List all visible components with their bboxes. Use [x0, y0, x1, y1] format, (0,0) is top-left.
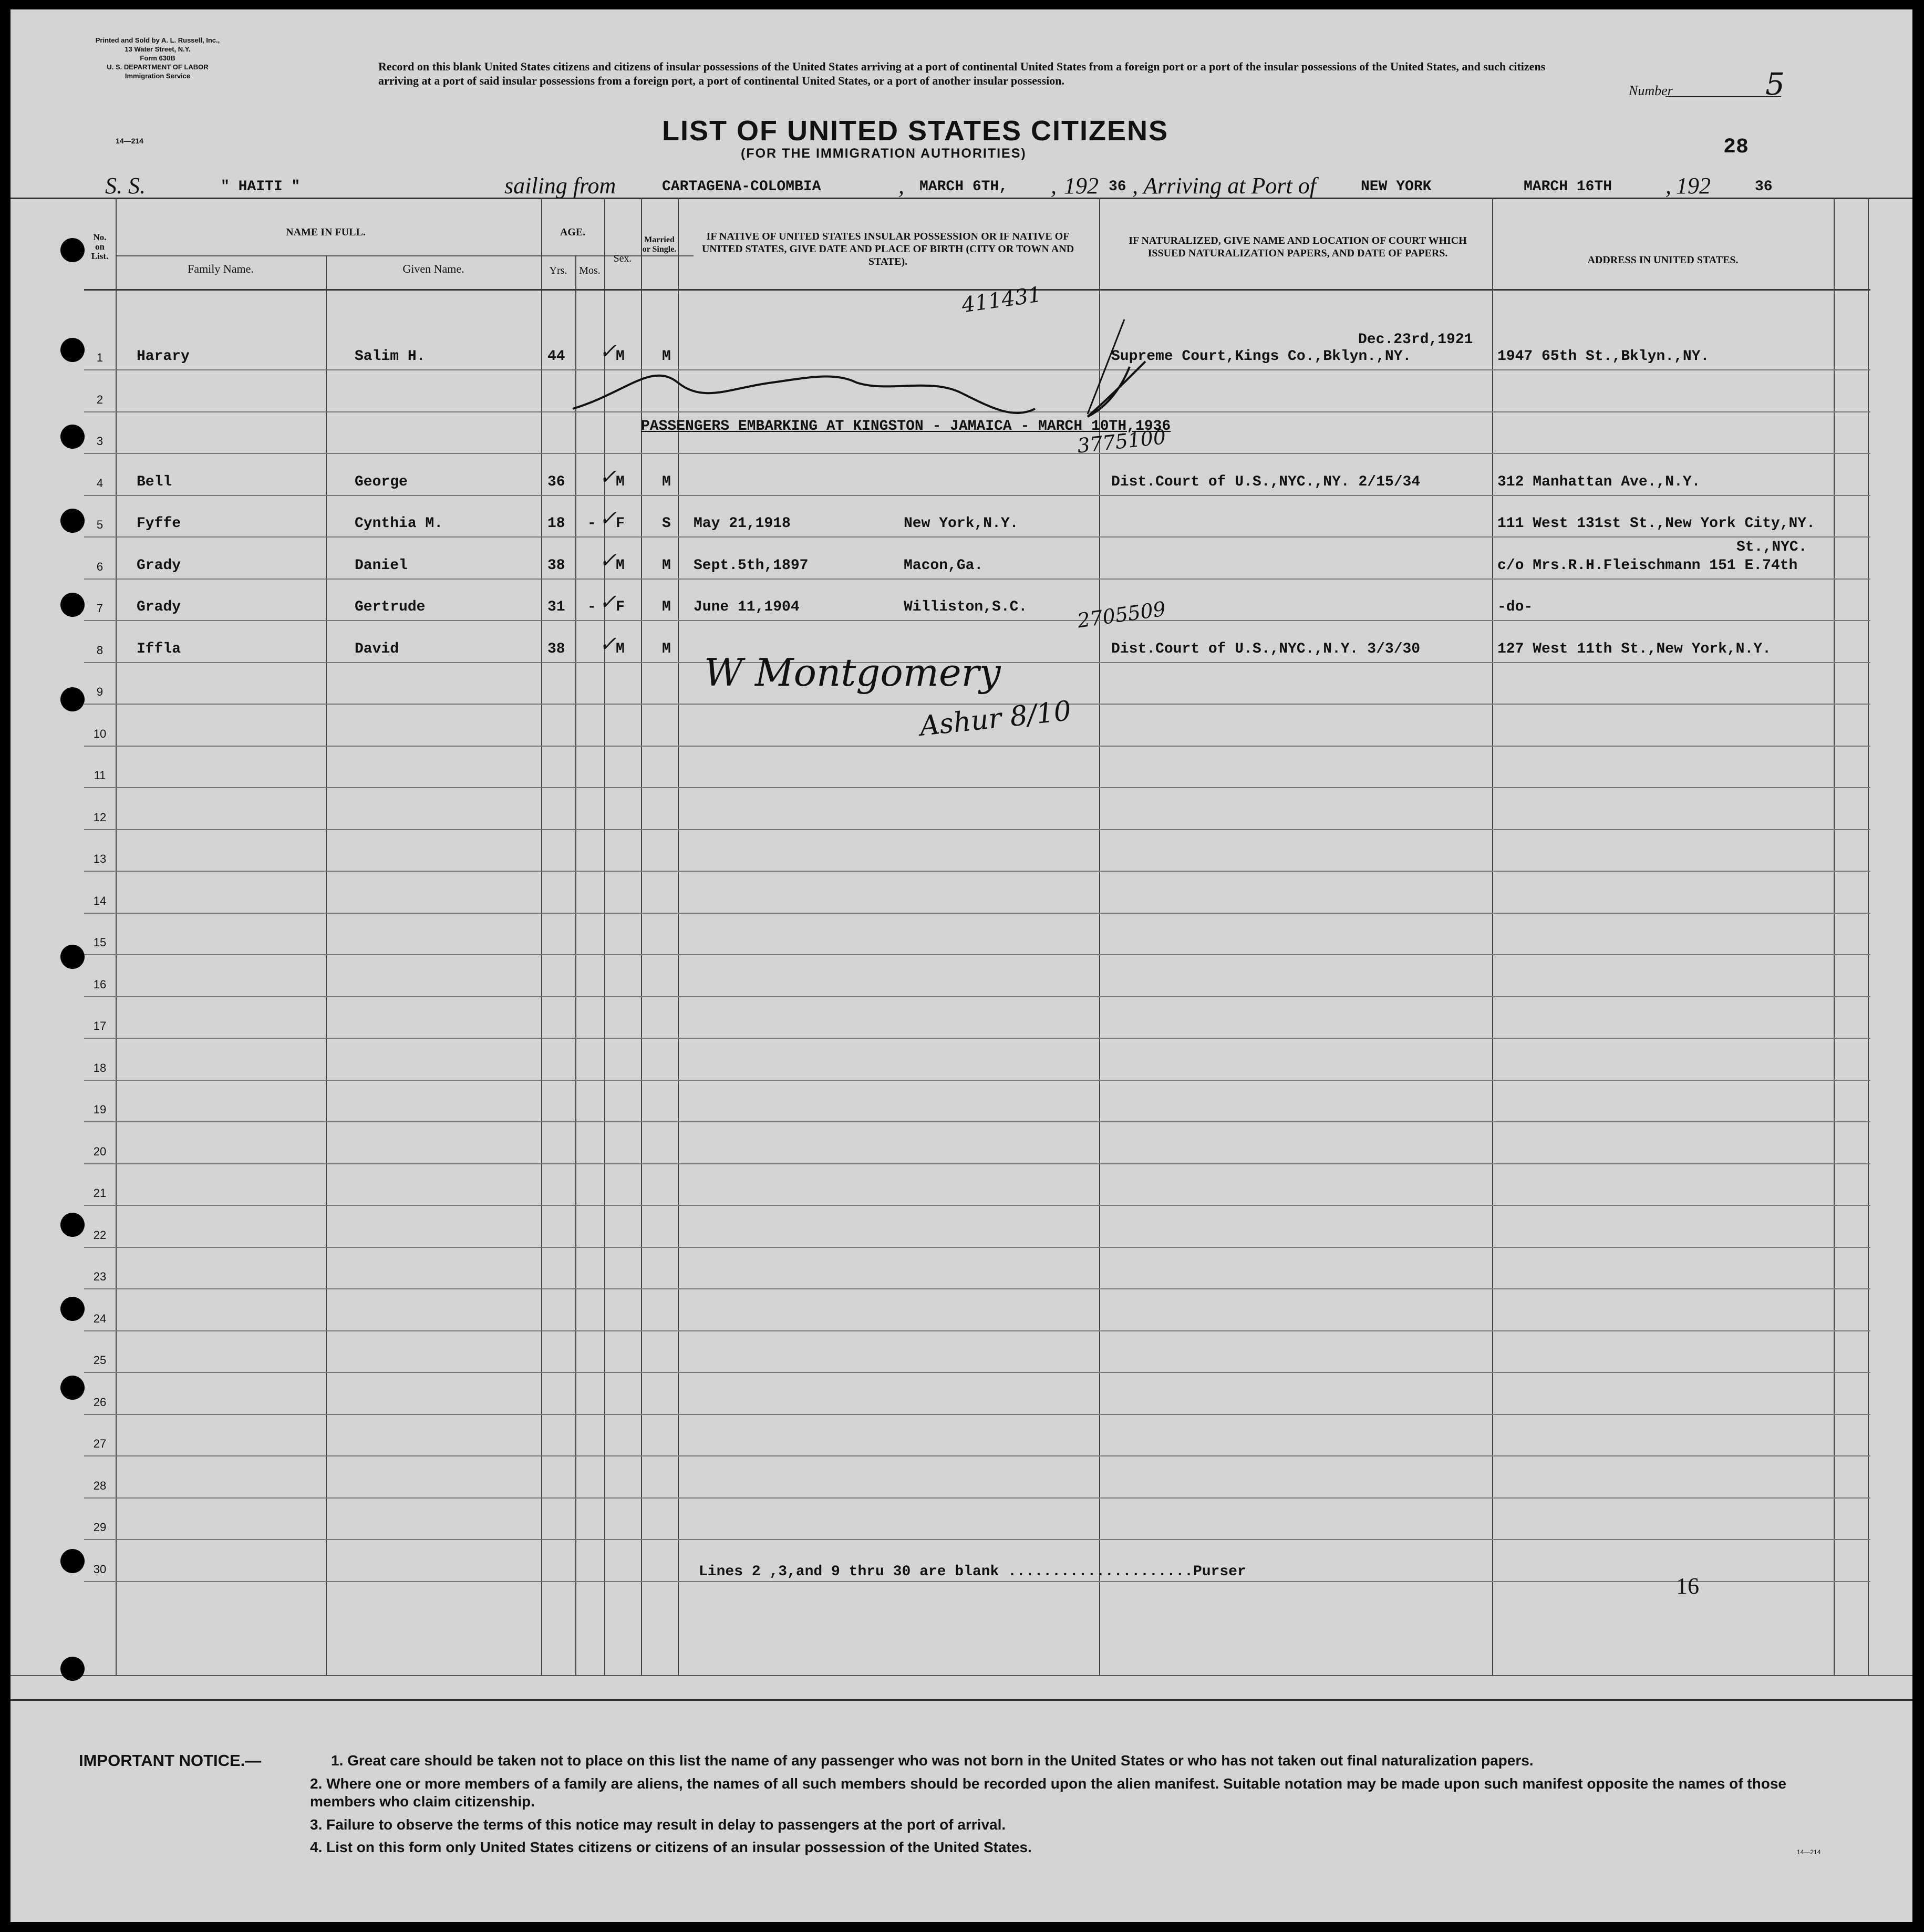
row-rule [84, 746, 1870, 747]
passenger-sex: M [616, 473, 625, 490]
row-rule [84, 536, 1870, 538]
notice-item-2: 2. Where one or more members of a family are aliens, the names of all such members should be recorded upon the alien manifest. Suitable notation may be made upon such manifest opposite the names of those members who claim citizenship. [310, 1775, 1786, 1810]
passenger-given-name: George [355, 473, 408, 490]
comma-1: , [898, 173, 904, 199]
passenger-marital-status: M [662, 557, 671, 574]
row-number: 28 [93, 1479, 107, 1492]
row-number: 7 [96, 602, 104, 615]
binder-hole [60, 687, 85, 711]
passenger-address: 127 West 11th St.,New York,N.Y. [1497, 640, 1771, 657]
col-divider-name [541, 198, 542, 1675]
passenger-age-years: 36 [547, 473, 565, 490]
from-port: CARTAGENA-COLOMBIA [662, 179, 821, 195]
row-rule [84, 829, 1870, 830]
row-rule [84, 996, 1870, 997]
year-2-prefix: 192 [1676, 173, 1711, 199]
year-2-suffix: 36 [1755, 179, 1773, 195]
page-title: LIST OF UNITED STATES CITIZENS [662, 115, 1168, 147]
year-1-prefix: 192 [1064, 173, 1099, 199]
passenger-naturalization-court: Dist.Court of U.S.,NYC.,N.Y. 3/3/30 [1111, 640, 1421, 657]
row-rule [84, 1497, 1870, 1499]
passenger-address: 312 Manhattan Ave.,N.Y. [1497, 473, 1701, 490]
form-instructions: Record on this blank United States citizens and citizens of insular possessions of the United States arriving at a port of continental United States from a foreign port or a port of the insular possessions of the United States, and such citizens arriving at a port of said insular possessions from a foreign port, a port of continental United States, or a port of another insular possession. [378, 60, 1546, 87]
row-number: 21 [93, 1186, 107, 1200]
passenger-birth-place: New York,N.Y. [904, 515, 1019, 532]
row-rule [84, 1163, 1870, 1164]
passenger-given-name: Cynthia M. [355, 515, 443, 532]
passenger-sex: M [616, 557, 625, 574]
passenger-address: 111 West 131st St.,New York City,NY. [1497, 515, 1815, 532]
row-number: 20 [93, 1144, 107, 1158]
manifest-page [11, 9, 1912, 1922]
handwritten-marks [562, 304, 1245, 440]
passenger-sex: M [616, 348, 625, 365]
passenger-given-name: David [355, 640, 399, 657]
passenger-naturalization-court: Supreme Court,Kings Co.,Bklyn.,NY. [1111, 348, 1412, 365]
page-subtitle: (FOR THE IMMIGRATION AUTHORITIES) [741, 146, 1027, 161]
row-rule [84, 1288, 1870, 1289]
passenger-birth-date: Sept.5th,1897 [694, 557, 809, 574]
passenger-address: 1947 65th St.,Bklyn.,NY. [1497, 348, 1710, 365]
row-number: 5 [96, 518, 104, 531]
col-divider-family [326, 255, 327, 1675]
passenger-address: c/o Mrs.R.H.Fleischmann 151 E.74th [1497, 557, 1798, 574]
number-underline [1666, 96, 1781, 97]
row-number: 24 [93, 1311, 107, 1325]
passenger-sex: F [616, 515, 625, 532]
passenger-age-years: 38 [547, 557, 565, 574]
footer-form-code: 14—214 [1797, 1848, 1821, 1856]
binder-hole [60, 425, 85, 449]
col-divider-extra [1868, 198, 1869, 1675]
row-rule [84, 495, 1870, 496]
row-rule [84, 1121, 1870, 1122]
notice-item-3: 3. Failure to observe the terms of this notice may result in delay to passengers at the port of arrival. [310, 1816, 1006, 1833]
header-age: AGE. [560, 226, 586, 238]
row-number: 26 [93, 1395, 107, 1409]
row-number: 30 [93, 1562, 107, 1576]
binder-hole [60, 593, 85, 617]
passenger-family-name: Fyffe [137, 515, 181, 532]
binder-hole [60, 238, 85, 262]
depart-date: MARCH 6TH, [919, 179, 1008, 195]
row-rule [84, 1330, 1870, 1331]
number-label: Number [1629, 83, 1673, 98]
notice-item-4: 4. List on this form only United States citizens or citizens of an insular possession of the United States. [310, 1839, 1032, 1855]
passenger-marital-status: M [662, 473, 671, 490]
passenger-sex: M [616, 640, 625, 657]
form-code: 14—214 [116, 137, 143, 145]
header-family-name: Family Name. [188, 262, 254, 275]
address-overflow: St.,NYC. [1736, 539, 1807, 555]
row-number: 17 [93, 1019, 107, 1032]
passenger-family-name: Iffla [137, 640, 181, 657]
check-mark-icon: ✓ [599, 464, 617, 489]
row-rule [84, 1455, 1870, 1456]
row-number: 23 [93, 1270, 107, 1283]
ship-name: " HAITI " [221, 179, 301, 195]
passenger-family-name: Grady [137, 557, 181, 574]
passenger-age-years: 18 [547, 515, 565, 532]
row-rule [84, 1414, 1870, 1415]
row-rule [84, 620, 1870, 621]
passenger-marital-status: M [662, 348, 671, 365]
row-number: 25 [93, 1354, 107, 1367]
handwritten-initials: Ashur 8/10 [918, 695, 1073, 742]
arrive-date: MARCH 16TH [1524, 179, 1612, 195]
comma-3: , [1666, 173, 1671, 199]
row-number: 14 [93, 894, 107, 907]
passenger-age-years: 31 [547, 599, 565, 615]
binder-hole [60, 1297, 85, 1321]
binder-hole [60, 1549, 85, 1573]
row-rule [84, 1205, 1870, 1206]
number-value: 5 [1765, 66, 1785, 102]
check-mark-icon: ✓ [599, 339, 617, 364]
check-mark-icon: ✓ [599, 632, 617, 656]
header-no-on-list: No. on List. [91, 232, 109, 261]
year-1-suffix: 36 [1109, 179, 1126, 195]
header-bottom-rule [84, 289, 1870, 291]
row-rule [84, 1372, 1870, 1373]
header-name-in-full: NAME IN FULL. [286, 226, 366, 238]
squiggle-line [573, 376, 1035, 413]
row-number: 12 [93, 810, 107, 824]
binder-hole [60, 945, 85, 969]
header-married: Married or Single. [642, 235, 677, 254]
header-yrs: Yrs. [549, 265, 567, 276]
passenger-birth-date: May 21,1918 [694, 515, 791, 532]
row-rule [84, 1080, 1870, 1081]
row-number: 10 [93, 727, 107, 740]
handwritten-annotation-1: 411431 [960, 282, 1043, 318]
passenger-marital-status: M [662, 599, 671, 615]
passenger-age-months: - [587, 599, 596, 615]
passenger-sex: F [616, 599, 625, 615]
header-given-name: Given Name. [402, 262, 464, 275]
binder-hole [60, 1213, 85, 1237]
stamp-number: 16 [1676, 1573, 1699, 1599]
passenger-birth-place: Macon,Ga. [904, 557, 984, 574]
check-mark-icon: ✓ [599, 548, 617, 573]
row-number: 2 [96, 392, 104, 406]
row-number: 6 [96, 560, 104, 573]
row-number: 16 [93, 977, 107, 991]
binder-hole [60, 509, 85, 533]
row-number: 3 [96, 435, 104, 448]
row-rule [84, 871, 1870, 872]
passenger-birth-place: Williston,S.C. [904, 599, 1028, 615]
passenger-given-name: Daniel [355, 557, 408, 574]
header-naturalized: IF NATURALIZED, GIVE NAME AND LOCATION OF COURT WHICH ISSUED NATURALIZATION PAPERS, AND DATE OF PAPERS. [1129, 235, 1467, 259]
row-number: 13 [93, 852, 107, 865]
row-rule [84, 453, 1870, 454]
notice-item-1: 1. Great care should be taken not to place on this list the name of any passenger who was not born in the United States or who has not taken out final naturalization papers. [331, 1752, 1534, 1769]
passenger-age-years: 44 [547, 348, 565, 365]
row-rule [84, 1539, 1870, 1540]
binder-hole [60, 1376, 85, 1400]
row-rule [84, 1581, 1870, 1582]
table-bottom-rule [11, 1675, 1912, 1676]
page-number: 28 [1723, 136, 1749, 159]
row-rule [84, 787, 1870, 788]
header-address: ADDRESS IN UNITED STATES. [1587, 254, 1739, 266]
row-rule [84, 913, 1870, 914]
col-divider-number [116, 198, 117, 1675]
header-native: IF NATIVE OF UNITED STATES INSULAR POSSESSION OR IF NATIVE OF UNITED STATES, GIVE DATE AND PLACE OF BIRTH (CITY OR TOWN AND STATE). [701, 231, 1074, 267]
row-rule [84, 954, 1870, 955]
blank-lines-note: Lines 2 ,3,and 9 thru 30 are blank .....................Purser [699, 1564, 1246, 1580]
checkmark-scribble [1088, 361, 1145, 417]
passenger-naturalization-date: Dec.23rd,1921 [1358, 332, 1473, 348]
notice-lead: IMPORTANT NOTICE.— [79, 1751, 262, 1770]
row-rule [84, 1038, 1870, 1039]
passenger-family-name: Grady [137, 599, 181, 615]
passenger-marital-status: S [662, 515, 671, 532]
arrive-port: NEW YORK [1361, 179, 1432, 195]
table-top-rule [11, 198, 1912, 199]
row-number: 1 [96, 351, 104, 364]
col-divider-address [1834, 198, 1835, 1675]
passenger-address: -do- [1497, 599, 1533, 615]
col-divider-yrs [575, 255, 576, 1675]
row-number: 8 [96, 643, 104, 657]
passenger-naturalization-court: Dist.Court of U.S.,NYC.,NY. 2/15/34 [1111, 473, 1421, 490]
passenger-age-years: 38 [547, 640, 565, 657]
passenger-family-name: Harary [137, 348, 190, 365]
comma-2: , [1051, 173, 1057, 199]
header-mos: Mos. [579, 265, 601, 276]
row-number: 27 [93, 1437, 107, 1450]
passenger-age-months: - [587, 515, 596, 532]
passenger-given-name: Salim H. [355, 348, 426, 365]
ss-label: S. S. [105, 173, 146, 199]
row-rule [84, 578, 1870, 580]
row-number: 4 [96, 476, 104, 490]
embark-note: PASSENGERS EMBARKING AT KINGSTON - JAMAICA - MARCH 10TH,1936 [641, 418, 1171, 435]
row-number: 15 [93, 936, 107, 949]
printer-imprint: Printed and Sold by A. L. Russell, Inc., 13 Water Street, N.Y. Form 630B U. S. DEPARTMENT OF LABOR Immigration Service [95, 36, 220, 80]
arriving-label: , Arriving at Port of [1132, 173, 1316, 199]
row-number: 9 [96, 685, 104, 698]
row-number: 29 [93, 1521, 107, 1534]
row-number: 19 [93, 1103, 107, 1116]
binder-hole [60, 338, 85, 362]
row-number: 18 [93, 1061, 107, 1075]
handwritten-annotation-3: 2705509 [1075, 597, 1167, 633]
check-mark-icon: ✓ [599, 590, 617, 614]
check-mark-icon: ✓ [599, 507, 617, 531]
col-divider-naturalized [1492, 198, 1493, 1675]
header-sex: Sex. [613, 253, 632, 264]
table-end-rule [11, 1699, 1912, 1701]
row-rule [84, 1247, 1870, 1248]
passenger-given-name: Gertrude [355, 599, 426, 615]
row-number: 22 [93, 1228, 107, 1242]
passenger-marital-status: M [662, 640, 671, 657]
row-number: 11 [94, 769, 106, 782]
handwritten-annotation-2: 3775100 [1076, 425, 1167, 458]
passenger-birth-date: June 11,1904 [694, 599, 800, 615]
binder-hole [60, 1657, 85, 1681]
handwritten-signature: W Montgomery [704, 650, 1001, 695]
passenger-family-name: Bell [137, 473, 172, 490]
sailing-label: sailing from [504, 173, 616, 199]
